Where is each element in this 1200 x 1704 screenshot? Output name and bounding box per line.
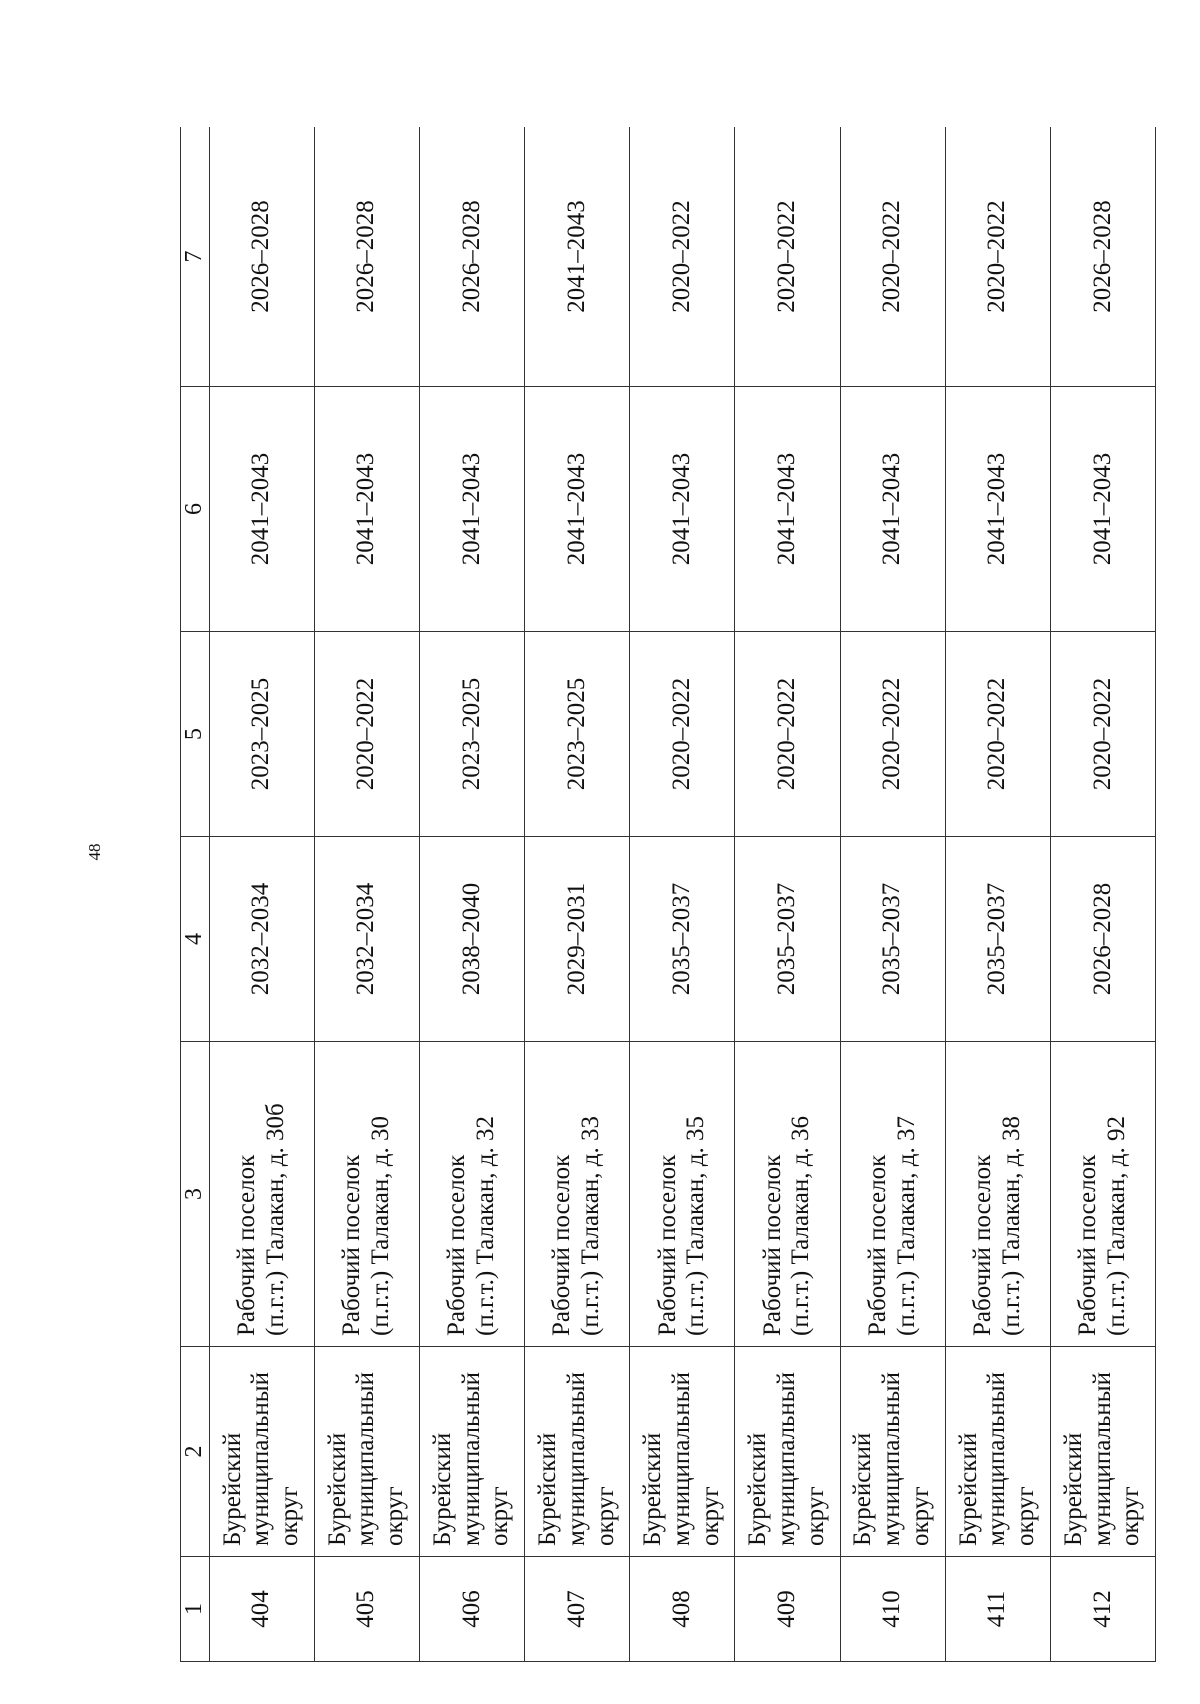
row-number: 408: [630, 1557, 735, 1662]
column-header-3: 3: [181, 1042, 210, 1347]
address-line-2: (п.г.т.) Талакан, д. 30б: [261, 1103, 289, 1336]
district-cell: Бурейский муниципальный округ: [209, 1347, 314, 1557]
district-cell: Бурейский муниципальный округ: [840, 1347, 945, 1557]
column-header-2: 2: [181, 1347, 210, 1557]
period-col-7: 2020–2022: [735, 127, 840, 387]
period-col-7: 2026–2028: [209, 127, 314, 387]
period-col-7: 2026–2028: [314, 127, 419, 387]
period-col-7: 2020–2022: [840, 127, 945, 387]
address-line-2: (п.г.т.) Талакан, д. 30: [366, 1115, 394, 1336]
period-col-6: 2041–2043: [525, 387, 630, 632]
period-col-5: 2020–2022: [840, 632, 945, 837]
row-number: 410: [840, 1557, 945, 1662]
period-col-4: 2035–2037: [945, 837, 1050, 1042]
column-header-4: 4: [181, 837, 210, 1042]
address-cell: [630, 1042, 735, 1347]
table-row: [630, 127, 735, 1662]
address-cell: [1050, 1042, 1155, 1347]
period-col-5: 2023–2025: [525, 632, 630, 837]
table-row: [419, 127, 524, 1662]
period-col-6: 2041–2043: [735, 387, 840, 632]
district-cell: Бурейский муниципальный округ: [1050, 1347, 1155, 1557]
address-line-2: (п.г.т.) Талакан, д. 37: [892, 1115, 920, 1336]
address-cell: [314, 1042, 419, 1347]
column-header-7: 7: [181, 127, 210, 387]
address-line-2: (п.г.т.) Талакан, д. 92: [1102, 1115, 1130, 1336]
period-col-7: 2026–2028: [419, 127, 524, 387]
address-line-1: Рабочий поселок: [338, 1154, 366, 1336]
period-col-5: 2020–2022: [945, 632, 1050, 837]
row-number: 409: [735, 1557, 840, 1662]
district-cell: Бурейский муниципальный округ: [525, 1347, 630, 1557]
page-number: 48: [85, 843, 104, 861]
address-line-2: (п.г.т.) Талакан, д. 36: [787, 1115, 815, 1336]
period-col-6: 2041–2043: [419, 387, 524, 632]
address-line-2: (п.г.т.) Талакан, д. 35: [682, 1115, 710, 1336]
period-col-4: 2029–2031: [525, 837, 630, 1042]
period-col-4: 2035–2037: [630, 837, 735, 1042]
period-col-6: 2041–2043: [945, 387, 1050, 632]
table-row: [1050, 127, 1155, 1662]
address-cell: [945, 1042, 1050, 1347]
district-cell: Бурейский муниципальный округ: [419, 1347, 524, 1557]
table-row: [735, 127, 840, 1662]
district-cell: Бурейский муниципальный округ: [945, 1347, 1050, 1557]
row-number: 407: [525, 1557, 630, 1662]
table-row: [314, 127, 419, 1662]
period-col-6: 2041–2043: [314, 387, 419, 632]
table-row: [209, 127, 314, 1662]
table-row: [945, 127, 1050, 1662]
schedule-table: [180, 127, 1156, 1662]
table-row: [840, 127, 945, 1662]
period-col-5: 2023–2025: [419, 632, 524, 837]
period-col-4: 2038–2040: [419, 837, 524, 1042]
period-col-7: 2020–2022: [630, 127, 735, 387]
column-header-1: 1: [181, 1557, 210, 1662]
row-number: 411: [945, 1557, 1050, 1662]
period-col-5: 2020–2022: [735, 632, 840, 837]
row-number: 406: [419, 1557, 524, 1662]
district-cell: Бурейский муниципальный округ: [314, 1347, 419, 1557]
district-cell: Бурейский муниципальный округ: [630, 1347, 735, 1557]
period-col-4: 2035–2037: [735, 837, 840, 1042]
address-line-2: (п.г.т.) Талакан, д. 38: [997, 1115, 1025, 1336]
address-line-1: Рабочий поселок: [653, 1154, 681, 1336]
table-header-row: [181, 127, 210, 1662]
period-col-4: 2035–2037: [840, 837, 945, 1042]
address-cell: [209, 1042, 314, 1347]
address-line-2: (п.г.т.) Талакан, д. 33: [577, 1115, 605, 1336]
period-col-5: 2020–2022: [630, 632, 735, 837]
address-line-2: (п.г.т.) Талакан, д. 32: [471, 1115, 499, 1336]
address-line-1: Рабочий поселок: [548, 1154, 576, 1336]
period-col-4: 2026–2028: [1050, 837, 1155, 1042]
row-number: 412: [1050, 1557, 1155, 1662]
period-col-7: 2041–2043: [525, 127, 630, 387]
table-row: [525, 127, 630, 1662]
period-col-5: 2020–2022: [314, 632, 419, 837]
address-cell: [525, 1042, 630, 1347]
period-col-6: 2041–2043: [209, 387, 314, 632]
period-col-5: 2023–2025: [209, 632, 314, 837]
address-cell: [735, 1042, 840, 1347]
column-header-6: 6: [181, 387, 210, 632]
period-col-7: 2020–2022: [945, 127, 1050, 387]
row-number: 405: [314, 1557, 419, 1662]
column-header-5: 5: [181, 632, 210, 837]
period-col-5: 2020–2022: [1050, 632, 1155, 837]
address-line-1: Рабочий поселок: [1074, 1154, 1102, 1336]
address-cell: [840, 1042, 945, 1347]
period-col-4: 2032–2034: [209, 837, 314, 1042]
table-container: [180, 127, 1156, 1662]
address-cell: [419, 1042, 524, 1347]
address-line-1: Рабочий поселок: [863, 1154, 891, 1336]
address-line-1: Рабочий поселок: [443, 1154, 471, 1336]
period-col-6: 2041–2043: [630, 387, 735, 632]
address-line-1: Рабочий поселок: [232, 1154, 260, 1336]
period-col-7: 2026–2028: [1050, 127, 1155, 387]
period-col-4: 2032–2034: [314, 837, 419, 1042]
address-line-1: Рабочий поселок: [758, 1154, 786, 1336]
period-col-6: 2041–2043: [840, 387, 945, 632]
row-number: 404: [209, 1557, 314, 1662]
period-col-6: 2041–2043: [1050, 387, 1155, 632]
address-line-1: Рабочий поселок: [969, 1154, 997, 1336]
district-cell: Бурейский муниципальный округ: [735, 1347, 840, 1557]
